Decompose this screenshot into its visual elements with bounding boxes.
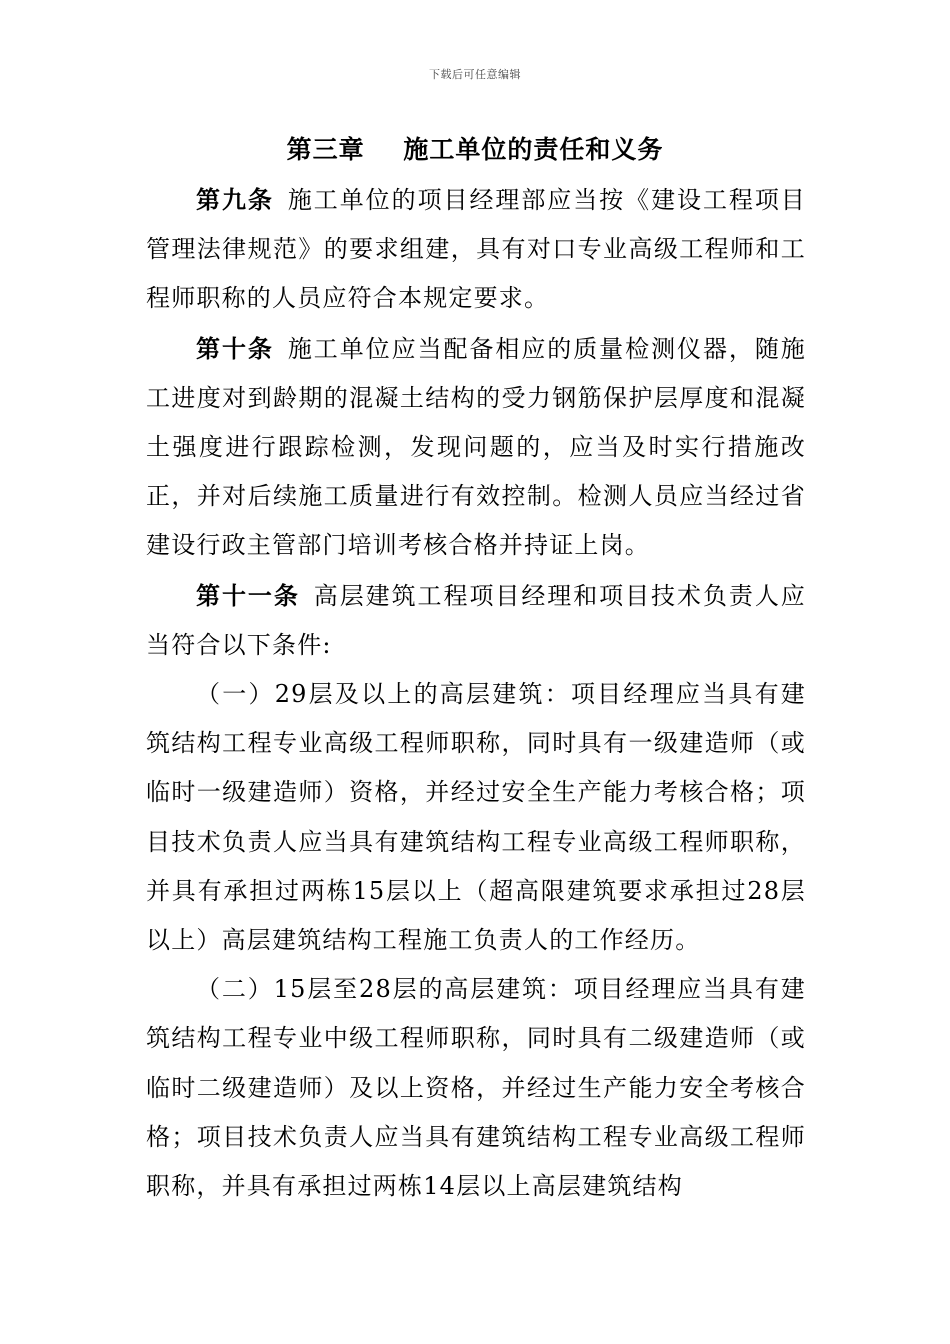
list-item-2: （二）15层至28层的高层建筑：项目经理应当具有建筑结构工程专业中级工程师职称，同时具有二级建造师（或临时二级建造师）及以上资格，并经过生产能力安全考核合格；项目技术负责人应当具有建筑结构工程专业高级工程师职称，并具有承担过两栋14层以上高层建筑结构 — [146, 975, 806, 1201]
list-item-1: （一）29层及以上的高层建筑：项目经理应当具有建筑结构工程专业高级工程师职称，同时具有一级建造师（或临时一级建造师）资格，并经过安全生产能力考核合格；项目技术负责人应当具有建筑结构工程专业高级工程师职称，并具有承担过两栋15层以上（超高限建筑要求承担过28层以上）高层建筑结构工程施工负责人的工作经历。 — [146, 680, 806, 955]
chapter-title — [0, 130, 950, 166]
article-number: 第十一条 — [196, 580, 300, 610]
article-11 — [146, 571, 806, 670]
article-9 — [146, 175, 806, 324]
article-text: 施工单位应当配备相应的质量检测仪器，随施工进度对到龄期的混凝土结构的受力钢筋保护层厚度和混凝土强度进行跟踪检测，发现问题的，应当及时实行措施改正，并对后续施工质量进行有效控制。检测人员应当经过省建设行政主管部门培训考核合格并持证上岗。 — [146, 334, 806, 560]
article-text: 施工单位的项目经理部应当按《建设工程项目管理法律规范》的要求组建，具有对口专业高级工程师和工程师职称的人员应符合本规定要求。 — [146, 186, 806, 313]
document-body — [146, 175, 806, 1211]
article-text: 高层建筑工程项目经理和项目技术负责人应当符合以下条件: — [146, 581, 806, 659]
chapter-title-text: 第三章 施工单位的责任和义务 — [286, 135, 664, 164]
article-10 — [146, 324, 806, 571]
header-note: 下载后可任意编辑 — [429, 68, 521, 81]
article-number: 第九条 — [196, 185, 274, 214]
article-number: 第十条 — [196, 333, 274, 363]
